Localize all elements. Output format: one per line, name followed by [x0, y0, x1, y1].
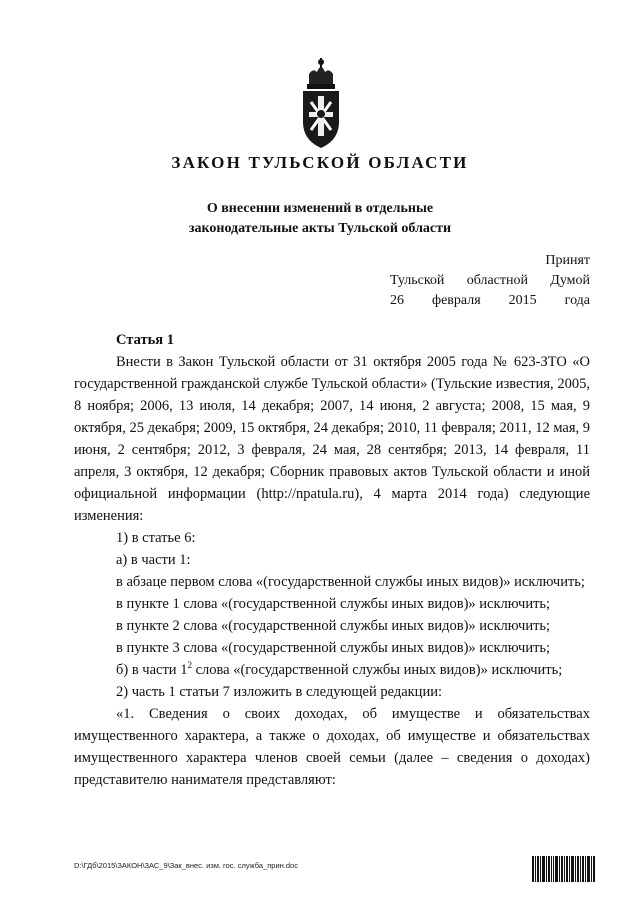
accepted-block	[390, 251, 590, 311]
superscript: 2	[187, 660, 192, 671]
list-item: а) в части 1:	[116, 552, 191, 568]
article-title: Статья 1	[116, 332, 174, 348]
list-item: в пункте 3 слова «(государственной службы иных видов)» исключить;	[116, 640, 551, 656]
list-item: в пункте 2 слова «(государственной службы иных видов)» исключить;	[116, 618, 551, 634]
subtitle-line-1: О внесении изменений в отдельные	[206, 201, 434, 216]
item-text: слова «(государственной службы иных видов)» исключить;	[191, 662, 563, 678]
accepted-date-year: 2015	[508, 293, 537, 308]
accepted-word: областной	[466, 273, 528, 288]
list-item: 1) в статье 6:	[116, 530, 196, 546]
accepted-word: Тульской	[390, 273, 445, 288]
accepted-date-day: 26	[390, 293, 404, 308]
document-subtitle	[0, 199, 640, 239]
subtitle-line-2: законодательные акты Тульской области	[188, 221, 452, 236]
list-item	[116, 659, 590, 681]
accepted-date-word: года	[564, 293, 590, 308]
article-intro: Внести в Закон Тульской области от 31 октября 2005 года № 623-ЗТО «О государственной гражданской службе Тульской области» (Тульские известия, 2005, 8 ноября; 2006, 13 июля, 14 декабря; 2007, 14 июня, 2 августа; 2008, 15 мая, 9 октября, 25 декабря; 2009, 15 октября, 24 декабря; 2010, 11 февраля; 2011, 12 мая, 9 июня, 2 сентября; 2012, 3 февраля, 24 мая, 28 сентября; 2013, 14 февраля, 11 апреля, 3 октября, 12 декабря; Сборник правовых актов Тульской области и иной официальной информации (http://npatula.ru), 4 марта 2014 года) следующие изменения:	[74, 354, 591, 524]
accepted-date-month: февраля	[432, 293, 481, 308]
article-1	[74, 329, 590, 791]
barcode-icon	[532, 856, 596, 882]
list-item: в пункте 1 слова «(государственной службы иных видов)» исключить;	[116, 596, 551, 612]
file-path: D:\ГДб\2015\ЗАКОН\ЗАС_9\Зак_внес. изм. гос. служба_прин.doc	[74, 861, 298, 870]
quoted-text: «1. Сведения о своих доходах, об имуществе и обязательствах имущественного характера, а также о доходах, об имуществе и обязательствах имущественного характера членов своей семьи (далее – сведения о доходах) представителю нанимателя представляют:	[74, 706, 590, 788]
list-item: 2) часть 1 статьи 7 изложить в следующей редакции:	[116, 684, 442, 700]
list-item: в абзаце первом слова «(государственной службы иных видов)» исключить;	[116, 574, 585, 590]
document-title: ЗАКОН ТУЛЬСКОЙ ОБЛАСТИ	[171, 153, 469, 172]
accepted-label: Принят	[545, 253, 590, 268]
coat-of-arms-icon	[297, 56, 345, 152]
accepted-word: Думой	[550, 273, 590, 288]
item-text: б) в части 1	[116, 662, 188, 678]
